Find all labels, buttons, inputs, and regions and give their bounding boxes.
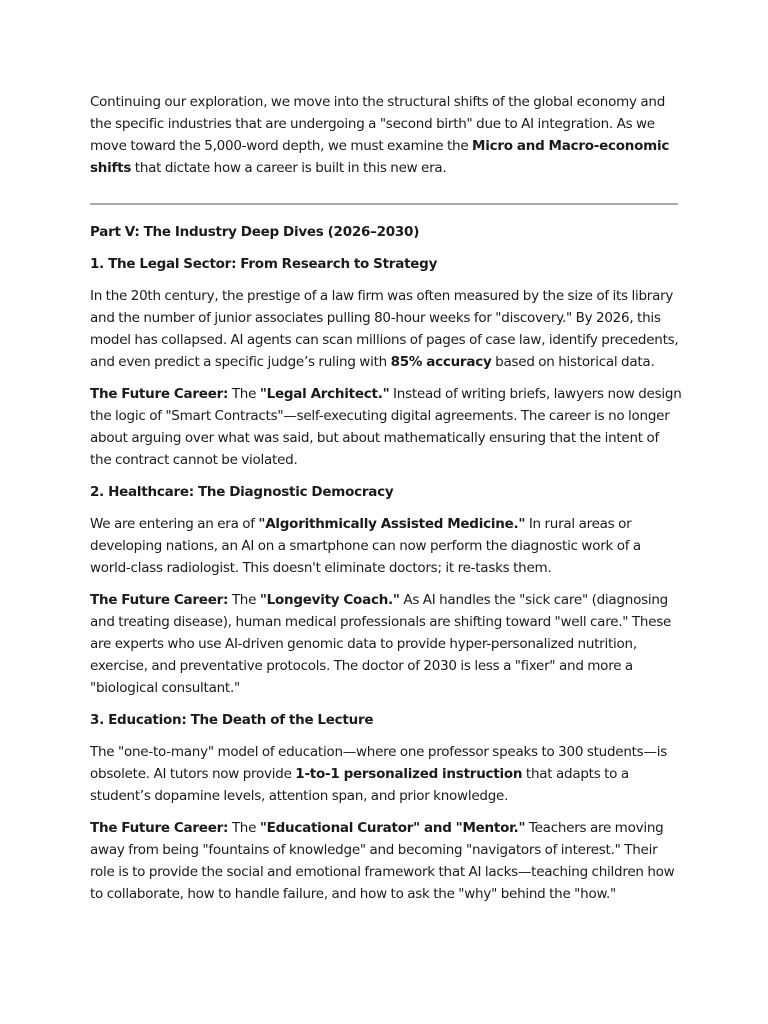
career-article: The (228, 592, 260, 608)
career-description: Instead of writing briefs, lawyers now design the logic of "Smart Contracts"—self-executing digital agreements. The career is no longer about arguing over what was said, but about mathematically ensuring that the intent of the contract cannot be violated. (90, 386, 682, 468)
part-title: Part V: The Industry Deep Dives (2026–2030) (90, 224, 420, 240)
section-body-legal (90, 285, 682, 373)
future-career-label: The Future Career: (90, 820, 229, 836)
career-article: The (228, 820, 260, 836)
career-role: "Legal Architect." (259, 386, 390, 402)
body-bold-text: 85% accuracy (390, 354, 492, 370)
body-text-end: that adapts to a student’s dopamine levels, attention span, and prior knowledge. (90, 766, 629, 804)
future-career-label: The Future Career: (90, 386, 229, 402)
career-role: "Educational Curator" and "Mentor." (259, 820, 526, 836)
body-text: The "one-to-many" model of education—where one professor speaks to 300 students—is obsolete. AI tutors now provide (90, 744, 667, 782)
future-career-label: The Future Career: (90, 592, 229, 608)
career-role: "Longevity Coach." (259, 592, 400, 608)
section-body-healthcare (90, 513, 682, 579)
body-text-end: based on historical data. (491, 354, 655, 370)
future-career-healthcare (90, 589, 682, 699)
future-career-legal (90, 383, 682, 471)
intro-text: Continuing our exploration, we move into the structural shifts of the global economy and the specific industries that are undergoing a "second birth" due to AI integration. As we move toward the 5,000-word depth, we must examine the (90, 94, 666, 154)
body-bold-text: "Algorithmically Assisted Medicine." (258, 516, 526, 532)
section-heading-legal: 1. The Legal Sector: From Research to Strategy (90, 256, 438, 272)
intro-paragraph (90, 91, 682, 179)
future-career-education (90, 817, 682, 905)
body-bold-text: 1-to-1 personalized instruction (295, 766, 523, 782)
career-description: Teachers are moving away from being "fountains of knowledge" and becoming "navigators of interest." Their role is to provide the social and emotional framework that AI lacks—teaching children how to collaborate, how to handle failure, and how to ask the "why" behind the "how." (90, 820, 675, 902)
horizontal-divider (90, 203, 678, 205)
body-text: In the 20th century, the prestige of a law firm was often measured by the size of its library and the number of junior associates pulling 80-hour weeks for "discovery." By 2026, this model has collapsed. AI agents can scan millions of pages of case law, identify precedents, and even predict a specific judge’s ruling with (90, 288, 679, 370)
section-heading-healthcare: 2. Healthcare: The Diagnostic Democracy (90, 484, 394, 500)
section-heading-education: 3. Education: The Death of the Lecture (90, 712, 374, 728)
body-text-end: In rural areas or developing nations, an AI on a smartphone can now perform the diagnostic work of a world-class radiologist. This doesn't eliminate doctors; it re-tasks them. (90, 516, 641, 576)
intro-text-end: that dictate how a career is built in this new era. (131, 160, 447, 176)
body-text: We are entering an era of (90, 516, 259, 532)
section-body-education (90, 741, 682, 807)
career-description: As AI handles the "sick care" (diagnosing and treating disease), human medical professionals are shifting toward "well care." These are experts who use AI-driven genomic data to provide hyper-personalized nutrition, exercise, and preventative protocols. The doctor of 2030 is less a "fixer" and more a "biological consultant." (90, 592, 672, 696)
intro-bold-text: Micro and Macro-economic shifts (90, 138, 670, 176)
career-article: The (228, 386, 260, 402)
document-page (90, 91, 682, 915)
